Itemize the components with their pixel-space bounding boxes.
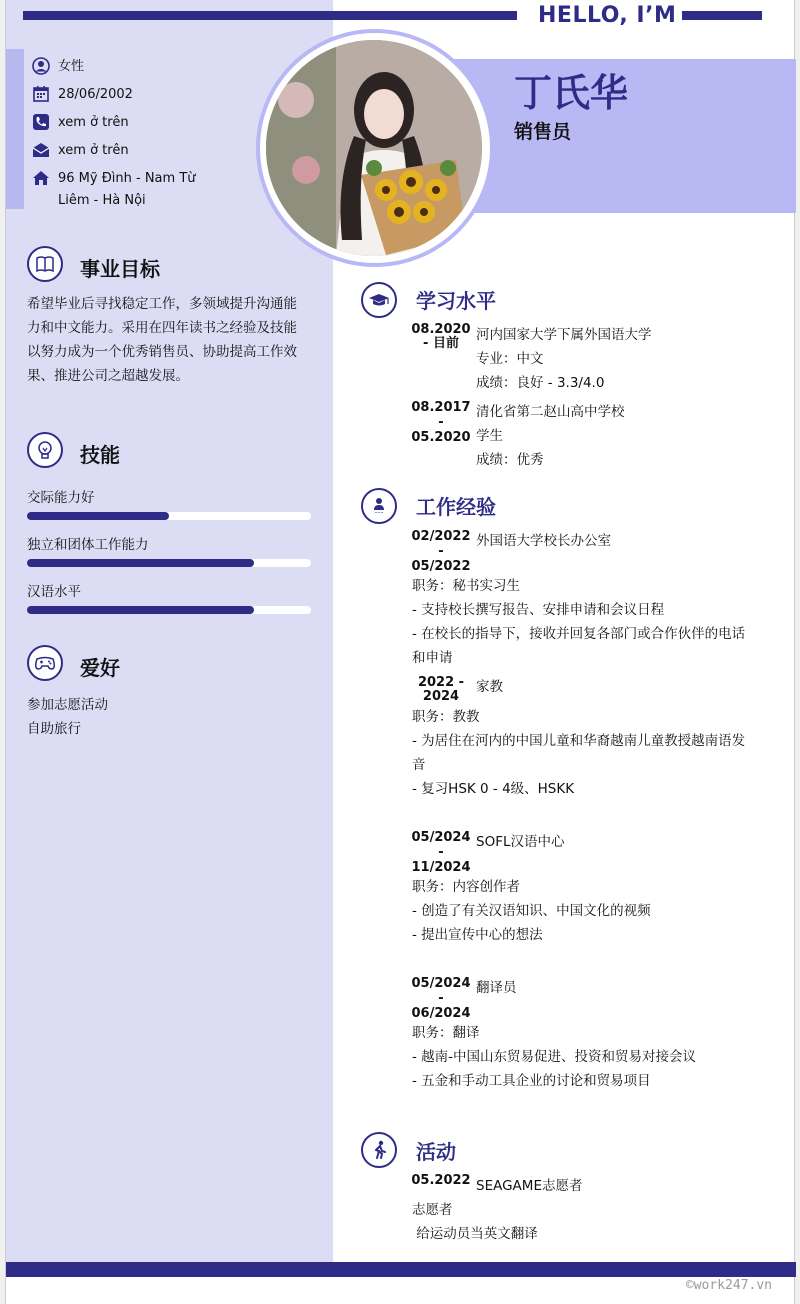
activity-org: SEAGAME志愿者: [476, 1178, 583, 1194]
experience-title: 工作经验: [416, 495, 496, 519]
experience-details: 职务：翻译 - 越南-中国山东贸易促进、投资和贸易对接会议 - 五金和手动工具企业的讨论和贸易项目: [412, 1025, 697, 1089]
home-icon: [32, 169, 50, 187]
education-title: 学习水平: [416, 289, 496, 313]
contact-phone: xem ở trên: [32, 112, 129, 134]
calendar-icon: [32, 85, 50, 103]
address-line-1: 96 Mỹ Đình - Nam Từ: [58, 171, 196, 186]
resume-page: [5, 0, 795, 1304]
user-icon: [32, 57, 50, 75]
experience-org: 翻译员: [476, 980, 517, 996]
objective-text: 希望毕业后寻找稳定工作，多领域提升沟通能 力和中文能力。采用在四年读书之经验及技能 以努力成为一个优秀销售员、协助提高工作效 果、推进公司之超越发展。: [27, 296, 297, 384]
education-date: 08.2020 - 目前: [411, 322, 471, 351]
experience-date: 2022 - 2024: [417, 675, 465, 704]
candidate-name: 丁氏华: [514, 71, 629, 115]
contact-address: [32, 168, 196, 212]
envelope-icon: [32, 141, 50, 159]
school-name: 河内国家大学下属外国语大学: [476, 327, 652, 343]
contact-gender: 女性: [32, 56, 84, 78]
gamepad-icon: [27, 645, 63, 681]
skill-label: 独立和团体工作能力: [27, 537, 149, 553]
runner-icon: [361, 1132, 397, 1168]
phone-icon: [32, 113, 50, 131]
experience-details: 职务：秘书实习生 - 支持校长撰写报告、安排申请和会议日程 - 在校长的指导下，接收并回复各部门或合作伙伴的电话 和申请: [412, 578, 746, 666]
experience-org: 家教: [476, 679, 503, 695]
contact-accent: [6, 49, 24, 209]
bottom-accent-bar: [6, 1262, 796, 1277]
book-icon: [27, 246, 63, 282]
skill-bar: [27, 606, 311, 614]
education-date: 08.2017 - 05.2020: [411, 400, 471, 445]
skills-title: 技能: [80, 443, 120, 467]
lightbulb-icon: [27, 432, 63, 468]
objective-title: 事业目标: [80, 257, 160, 281]
team-icon: [361, 488, 397, 524]
activities-title: 活动: [416, 1140, 456, 1164]
experience-org: SOFL汉语中心: [476, 834, 565, 850]
skill-label: 交际能力好: [27, 490, 95, 506]
experience-date: 05/2024 - 11/2024: [411, 830, 471, 875]
experience-date: 05/2024 - 06/2024: [411, 976, 471, 1021]
watermark: ©work247.vn: [685, 1278, 772, 1293]
contact-birthday: 28/06/2002: [32, 84, 133, 106]
job-title: 销售员: [514, 121, 572, 143]
skill-bar: [27, 512, 311, 520]
contact-email: xem ở trên: [32, 140, 129, 162]
experience-date: 02/2022 - 05/2022: [411, 529, 471, 574]
top-accent-bar-right: [682, 11, 762, 20]
skill-bar: [27, 559, 311, 567]
graduation-cap-icon: [361, 282, 397, 318]
hobby-item: 参加志愿活动: [27, 697, 108, 713]
top-accent-bar: [23, 11, 517, 20]
skill-bar-fill: [27, 606, 254, 614]
skill-bar-fill: [27, 512, 169, 520]
experience-details: 职务：教教 - 为居住在河内的中国儿童和华裔越南儿童教授越南语发 音 - 复习HSK 0 - 4级、HSKK: [412, 709, 746, 797]
profile-photo: [266, 40, 482, 256]
school-name: 清化省第二赵山高中学校: [476, 404, 625, 420]
experience-details: 职务：内容创作者 - 创造了有关汉语知识、中国文化的视频 - 提出宣传中心的想法: [412, 879, 651, 943]
activity-date: 05.2022: [411, 1173, 471, 1188]
hello-heading: HELLO, I’M: [538, 3, 677, 28]
education-entry: 河内国家大学下属外国语大学 专业：中文 成绩：良好 - 3.3/4.0: [476, 323, 652, 395]
skill-bar-fill: [27, 559, 254, 567]
education-entry: 清化省第二赵山高中学校 学生 成绩：优秀: [476, 400, 625, 472]
hobbies-title: 爱好: [80, 656, 120, 680]
address-line-2: Liêm - Hà Nội: [58, 193, 146, 208]
experience-org: 外国语大学校长办公室: [476, 533, 611, 549]
hobby-item: 自助旅行: [27, 721, 81, 737]
skill-label: 汉语水平: [27, 584, 81, 600]
activity-details: 志愿者 给运动员当英文翻译: [412, 1202, 538, 1242]
